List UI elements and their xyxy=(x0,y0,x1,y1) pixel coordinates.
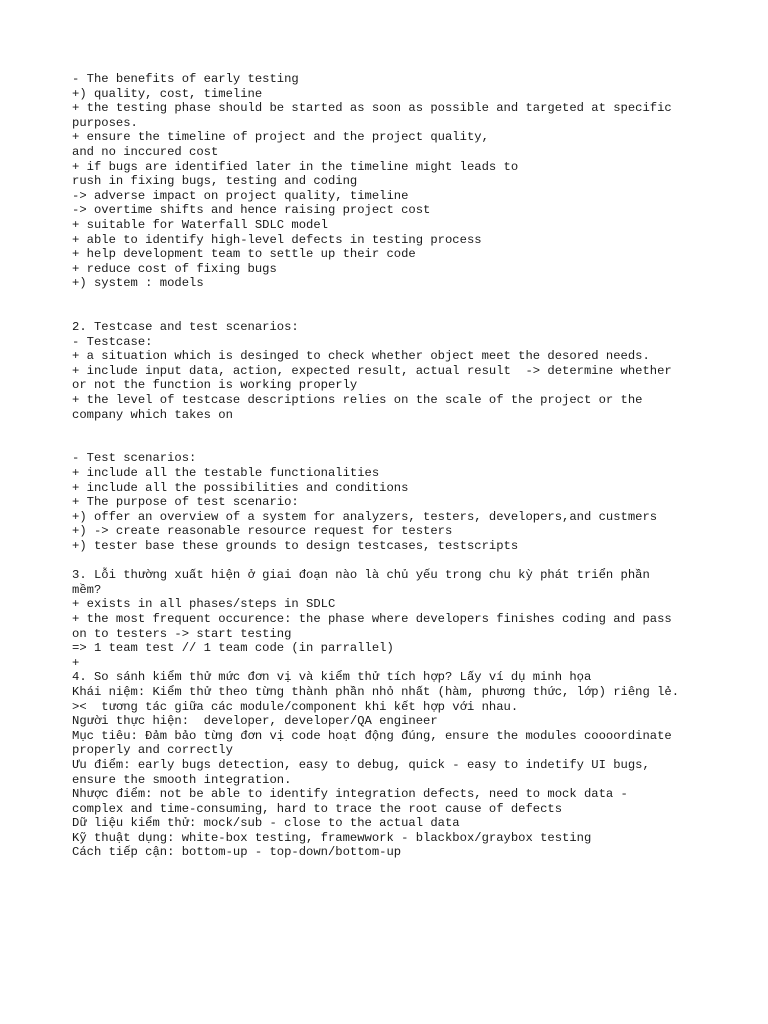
document-line: + reduce cost of fixing bugs xyxy=(72,261,277,276)
document-line: company which takes on xyxy=(72,407,233,422)
document-line xyxy=(72,291,702,306)
document-line: properly and correctly xyxy=(72,743,233,758)
document-line: >< tương tác giữa các module/component khi kết hợp với nhau. xyxy=(72,699,519,714)
document-line: Nhược điểm: not be able to identify integration defects, need to mock data - xyxy=(72,787,628,802)
document-line: purposes. xyxy=(72,115,138,130)
document-line: mềm? xyxy=(72,582,102,597)
document-line: + xyxy=(72,655,80,670)
document-line: + if bugs are identified later in the timeline might leads to xyxy=(72,159,519,174)
document-line: +) system : models xyxy=(72,276,204,291)
document-line: 3. Lỗi thường xuất hiện ở giai đoạn nào là chủ yếu trong chu kỳ phát triển phần xyxy=(72,568,650,583)
document-line: and no inccured cost xyxy=(72,144,219,159)
document-line: + a situation which is desinged to check whether object meet the desored needs. xyxy=(72,349,650,364)
document-line: + include all the testable functionalities xyxy=(72,466,380,481)
document-line: + include all the possibilities and conditions xyxy=(72,480,409,495)
document-line xyxy=(72,437,702,452)
document-line: + the level of testcase descriptions relies on the scale of the project or the xyxy=(72,393,643,408)
document-line: + ensure the timeline of project and the project quality, xyxy=(72,130,489,145)
document-line: + exists in all phases/steps in SDLC xyxy=(72,597,336,612)
document-line: +) -> create reasonable resource request for testers xyxy=(72,524,453,539)
document-line: Khái niệm: Kiểm thử theo từng thành phần nhỏ nhất (hàm, phương thức, lớp) riêng lẻ. xyxy=(72,684,680,699)
document-line: + The purpose of test scenario: xyxy=(72,495,299,510)
document-line: - Testcase: xyxy=(72,334,153,349)
document-body xyxy=(72,72,702,860)
document-line: Ưu điểm: early bugs detection, easy to debug, quick - easy to indetify UI bugs, xyxy=(72,757,650,772)
document-line: -> overtime shifts and hence raising project cost xyxy=(72,203,431,218)
document-line: + able to identify high-level defects in testing process xyxy=(72,232,482,247)
document-line: rush in fixing bugs, testing and coding xyxy=(72,174,358,189)
document-line: => 1 team test // 1 team code (in parrallel) xyxy=(72,641,394,656)
document-line: Dữ liệu kiểm thử: mock/sub - close to the actual data xyxy=(72,816,460,831)
document-line: +) tester base these grounds to design testcases, testscripts xyxy=(72,539,519,553)
document-line: 4. So sánh kiểm thử mức đơn vị và kiểm thử tích hợp? Lấy ví dụ minh họa xyxy=(72,670,592,685)
document-line: + the testing phase should be started as soon as possible and targeted at specific xyxy=(72,101,672,116)
document-line: Mục tiêu: Đảm bảo từng đơn vị code hoạt động đúng, ensure the modules coooordinate xyxy=(72,728,672,743)
document-line: 2. Testcase and test scenarios: xyxy=(72,320,299,335)
document-line: - Test scenarios: xyxy=(72,451,197,466)
document-line: Kỹ thuật dụng: white-box testing, framewwork - blackbox/graybox testing xyxy=(72,830,592,845)
document-line: +) offer an overview of a system for analyzers, testers, developers,and custmers xyxy=(72,509,658,524)
document-line xyxy=(72,554,702,569)
document-line: or not the function is working properly xyxy=(72,378,358,393)
document-line: complex and time-consuming, hard to trace the root cause of defects xyxy=(72,801,563,816)
document-line: on to testers -> start testing xyxy=(72,626,292,641)
document-line: - The benefits of early testing xyxy=(72,72,299,86)
document-line: +) quality, cost, timeline xyxy=(72,86,263,101)
document-line xyxy=(72,306,702,321)
document-line xyxy=(72,422,702,437)
document-line: ensure the smooth integration. xyxy=(72,772,292,787)
document-line: -> adverse impact on project quality, timeline xyxy=(72,188,409,203)
document-line: + suitable for Waterfall SDLC model xyxy=(72,217,328,232)
document-line: Cách tiếp cận: bottom-up - top-down/bottom-up xyxy=(72,845,402,860)
document-line: Người thực hiện: developer, developer/QA engineer xyxy=(72,714,438,729)
document-line: + the most frequent occurence: the phase where developers finishes coding and pass xyxy=(72,611,672,626)
document-line: + include input data, action, expected result, actual result -> determine whether xyxy=(72,363,672,378)
document-line: + help development team to settle up their code xyxy=(72,247,416,262)
